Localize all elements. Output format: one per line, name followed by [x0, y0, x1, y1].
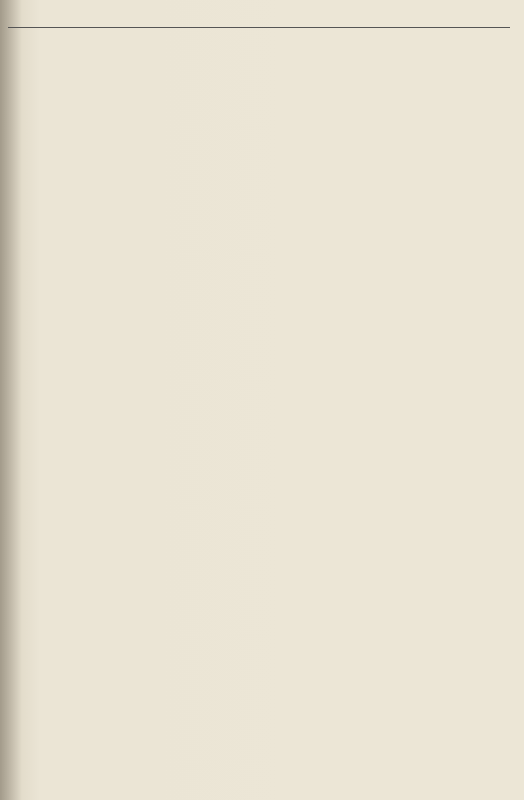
header-rule [8, 27, 510, 28]
binding-shadow [0, 0, 22, 800]
